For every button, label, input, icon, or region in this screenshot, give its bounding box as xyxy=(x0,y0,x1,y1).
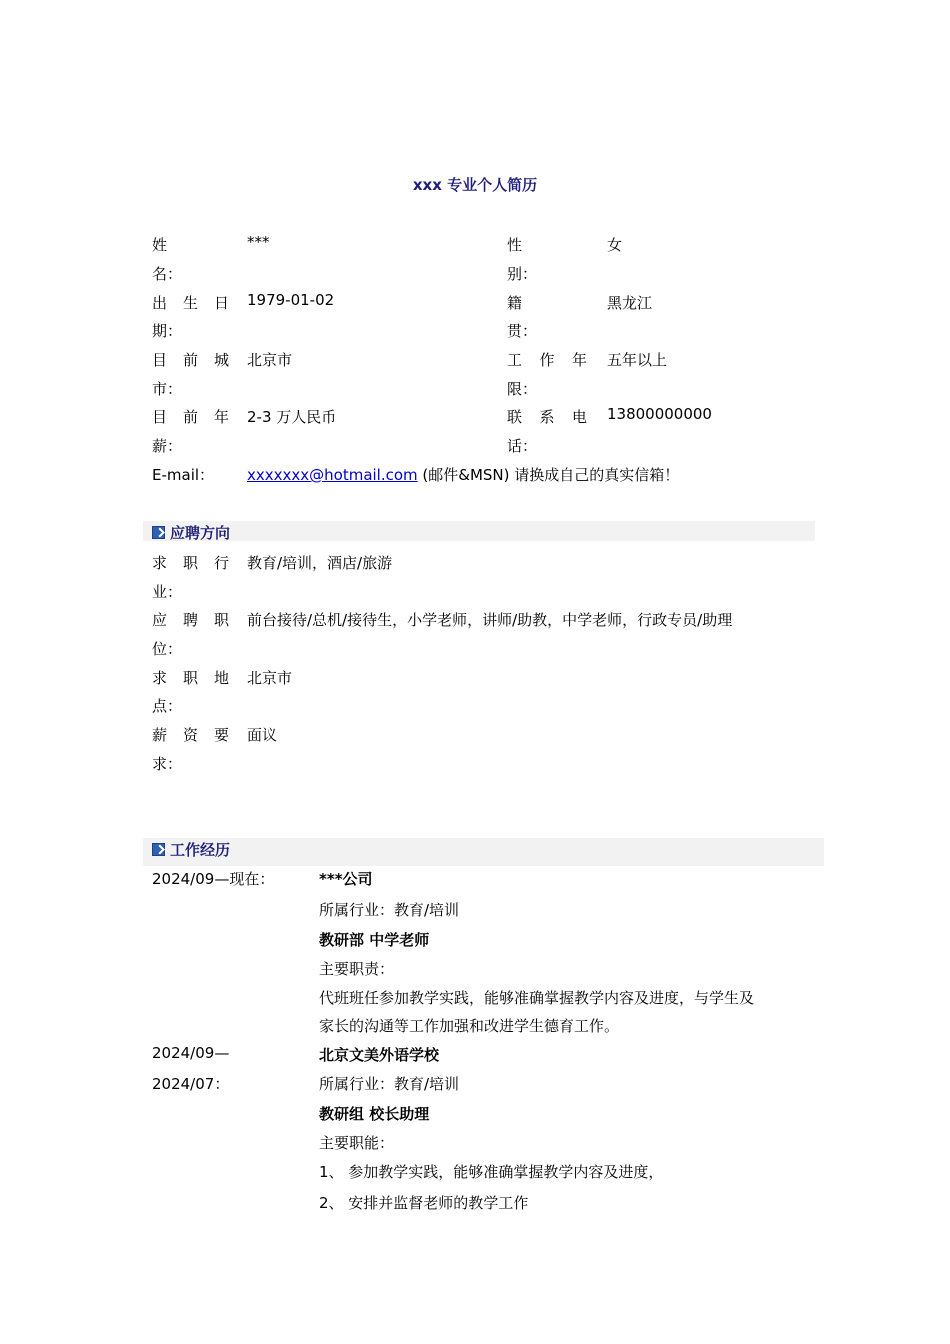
email-link[interactable]: xxxxxxx@hotmail.com xyxy=(247,466,418,484)
phone-value: 13800000000 xyxy=(607,405,712,423)
pay-label-2: 求： xyxy=(152,755,183,773)
years-label-2: 限： xyxy=(507,380,538,398)
page-title: xxx 专业个人简历 xyxy=(412,176,538,194)
gender-value: 女 xyxy=(607,236,623,254)
job-2-company: 北京文美外语学校 xyxy=(319,1046,440,1064)
job-2-duty-line-1: 1、 参加教学实践，能够准确掌握教学内容及进度， xyxy=(319,1163,664,1181)
origin-value: 黑龙江 xyxy=(607,294,653,312)
job-2-industry: 所属行业：教育/培训 xyxy=(319,1075,460,1093)
job-1-duty-line-2: 家长的沟通等工作加强和改进学生德育工作。 xyxy=(319,1017,620,1035)
email-note: (邮件&MSN) 请换成自己的真实信箱！ xyxy=(417,466,680,484)
job-target-heading xyxy=(152,522,230,543)
location-value: 北京市 xyxy=(247,669,293,687)
industry-label-1: 求 职 行 xyxy=(152,554,229,572)
origin-label-1: 籍 xyxy=(507,294,523,312)
job-1-duty-label: 主要职责： xyxy=(319,960,395,978)
birth-label-1: 出 生 日 xyxy=(152,294,229,312)
job-2-role: 教研组 校长助理 xyxy=(319,1105,430,1123)
salary-label-1: 目 前 年 xyxy=(152,408,229,426)
position-label-2: 位： xyxy=(152,640,183,658)
city-label-1: 目 前 城 xyxy=(152,351,229,369)
location-label-2: 点： xyxy=(152,697,183,715)
years-label-1: 工 作 年 xyxy=(507,351,587,369)
salary-value: 2-3 万人民币 xyxy=(247,408,337,426)
years-value: 五年以上 xyxy=(607,351,668,369)
pay-value: 面议 xyxy=(247,726,278,744)
name-label-2: 名： xyxy=(152,265,183,283)
work-header-bar xyxy=(143,838,824,866)
job-target-heading-label: 应聘方向 xyxy=(170,524,231,542)
birth-value: 1979-01-02 xyxy=(247,291,335,309)
section-arrow-icon xyxy=(152,526,165,539)
work-heading-label: 工作经历 xyxy=(170,841,231,859)
email-label: E-mail： xyxy=(152,466,215,484)
work-heading xyxy=(152,839,230,860)
pay-label-1: 薪 资 要 xyxy=(152,726,229,744)
job-1-company: ***公司 xyxy=(319,870,373,888)
industry-label-2: 业： xyxy=(152,583,183,601)
section-arrow-icon xyxy=(152,843,165,856)
job-2-duty-label: 主要职能： xyxy=(319,1134,395,1152)
job-1-industry: 所属行业：教育/培训 xyxy=(319,901,460,919)
phone-label-1: 联 系 电 xyxy=(507,408,587,426)
location-label-1: 求 职 地 xyxy=(152,669,229,687)
job-1-role: 教研部 中学老师 xyxy=(319,931,430,949)
city-value: 北京市 xyxy=(247,351,293,369)
name-value: *** xyxy=(247,233,270,251)
gender-label-2: 别： xyxy=(507,265,538,283)
name-label-1: 姓 xyxy=(152,236,168,254)
origin-label-2: 贯： xyxy=(507,322,538,340)
city-label-2: 市： xyxy=(152,380,183,398)
job-target-header-bar xyxy=(143,521,815,541)
gender-label-1: 性 xyxy=(507,236,523,254)
job-1-duty-line-1: 代班班任参加教学实践，能够准确掌握教学内容及进度，与学生及 xyxy=(319,989,755,1007)
salary-label-2: 薪： xyxy=(152,437,183,455)
position-label-1: 应 聘 职 xyxy=(152,611,229,629)
phone-label-2: 话： xyxy=(507,437,538,455)
job-2-period-start: 2024/09— xyxy=(152,1044,230,1062)
job-2-period-end: 2024/07： xyxy=(152,1075,230,1093)
birth-label-2: 期： xyxy=(152,322,183,340)
job-2-duty-line-2: 2、 安排并监督老师的教学工作 xyxy=(319,1194,529,1212)
position-value: 前台接待/总机/接待生，小学老师，讲师/助教，中学老师，行政专员/助理 xyxy=(247,611,733,629)
email-row xyxy=(247,464,679,485)
industry-value: 教育/培训，酒店/旅游 xyxy=(247,554,393,572)
job-1-period: 2024/09—现在： xyxy=(152,870,275,888)
